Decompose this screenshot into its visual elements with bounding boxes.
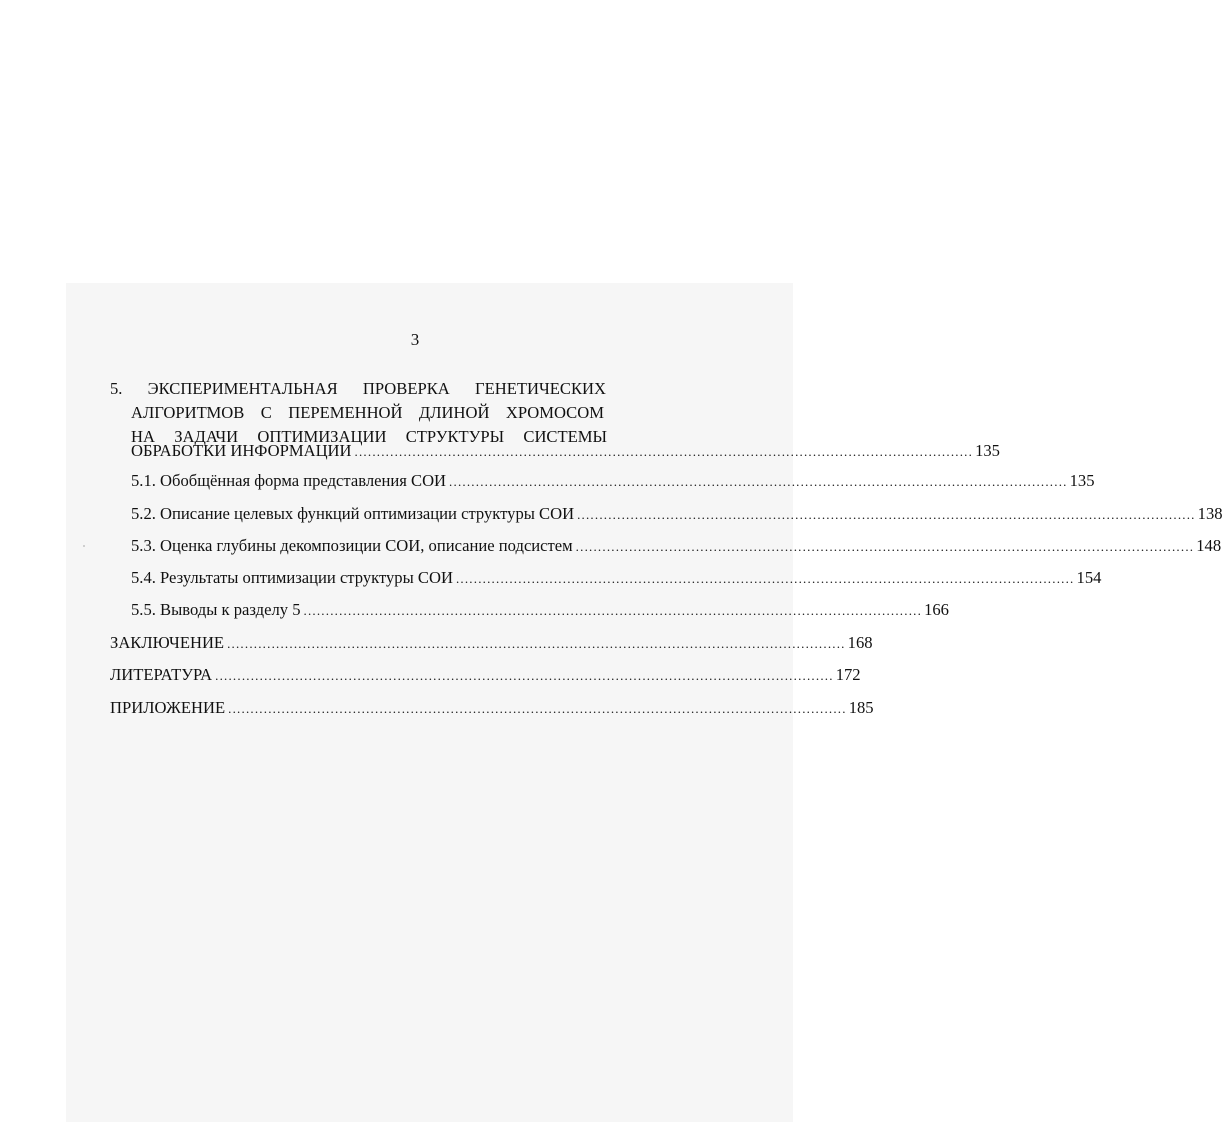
toc-entry-label: 5.4. Результаты оптимизации структуры СОИ — [131, 568, 453, 587]
toc-entry-label: 5.2. Описание целевых функций оптимизации структуры СОИ — [131, 504, 575, 523]
toc-entry-5-4[interactable] — [131, 567, 1102, 589]
toc-page-number: 138 — [1197, 504, 1223, 523]
page-number: 3 — [410, 330, 420, 349]
leader-dots: ........................................................................................................................................... — [449, 474, 1068, 489]
toc-entry-chapter-5[interactable] — [131, 440, 1000, 462]
chapter-title-line-2: АЛГОРИТМОВ С ПЕРЕМЕННОЙ ДЛИНОЙ ХРОМОСОМ — [131, 403, 604, 422]
toc-entry-conclusion[interactable] — [110, 632, 873, 654]
leader-dots: ........................................................................................................................................... — [215, 668, 834, 683]
toc-page-number: 172 — [835, 665, 861, 684]
leader-dots: ........................................................................................................................................... — [575, 539, 1195, 554]
toc-entry-label: 5.3. Оценка глубины декомпозиции СОИ, описание подсистем — [131, 536, 573, 555]
toc-entry-5-1[interactable] — [131, 470, 1095, 492]
toc-page-number: 154 — [1076, 568, 1102, 587]
toc-page-number: 135 — [975, 441, 1000, 460]
toc-chapter-5 — [110, 377, 725, 449]
toc-entry-label: 5.5. Выводы к разделу 5 — [131, 600, 301, 619]
toc-entry-label: ПРИЛОЖЕНИЕ — [110, 698, 226, 717]
leader-dots: ........................................................................................................................................... — [227, 636, 846, 651]
toc-entry-label: ЛИТЕРАТУРА — [110, 665, 213, 684]
toc-entry-label: ЗАКЛЮЧЕНИЕ — [110, 633, 225, 652]
toc-page-number: 168 — [847, 633, 873, 652]
toc-entry-appendix[interactable] — [110, 697, 874, 719]
chapter-title-line-4: ОБРАБОТКИ ИНФОРМАЦИИ — [131, 441, 352, 460]
leader-dots: ........................................................................................................................................... — [577, 507, 1196, 522]
toc-entry-5-5[interactable] — [131, 599, 949, 621]
toc-page-number: 135 — [1069, 471, 1095, 490]
scan-speck — [83, 545, 85, 547]
toc-page-number: 166 — [924, 600, 949, 619]
chapter-title-line-3: НА ЗАДАЧИ ОПТИМИЗАЦИИ СТРУКТУРЫ СИСТЕМЫ — [131, 427, 607, 446]
toc-entry-literature[interactable] — [110, 664, 861, 686]
leader-dots: ........................................................................................................................................... — [228, 701, 847, 716]
toc-entry-label: 5.1. Обобщённая форма представления СОИ — [131, 471, 447, 490]
leader-dots: ........................................................................................................................................... — [455, 571, 1075, 586]
toc-entry-5-3[interactable] — [131, 535, 1222, 557]
toc-page-number: 185 — [848, 698, 874, 717]
toc-page-number: 148 — [1196, 536, 1222, 555]
leader-dots: ........................................................................................................................................... — [303, 603, 923, 618]
chapter-title-line-1: 5. ЭКСПЕРИМЕНТАЛЬНАЯ ПРОВЕРКА ГЕНЕТИЧЕСКИХ — [110, 379, 606, 398]
leader-dots: ........................................................................................................................................... — [354, 444, 974, 459]
toc-entry-5-2[interactable] — [131, 503, 1223, 525]
